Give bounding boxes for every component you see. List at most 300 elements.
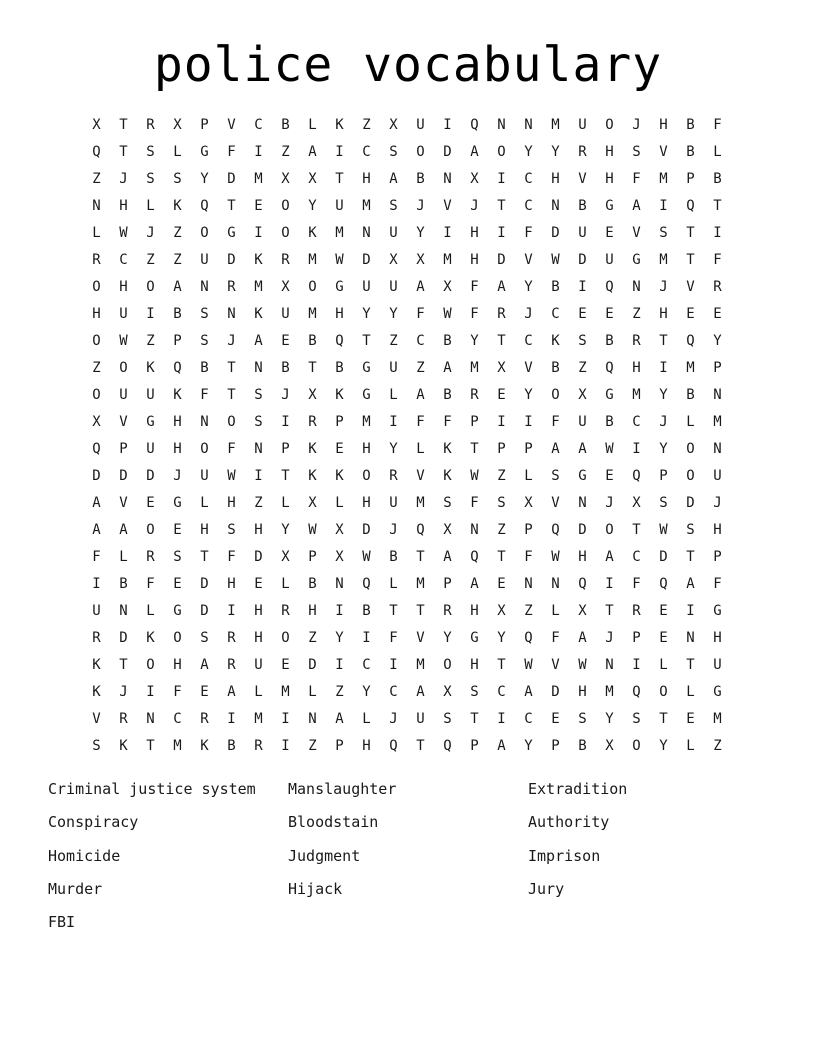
grid-letter: X <box>524 495 533 511</box>
grid-letter: G <box>146 414 155 430</box>
grid-letter: C <box>524 198 533 214</box>
grid-letter: P <box>659 468 668 484</box>
grid-letter: E <box>659 603 668 619</box>
grid-letter: L <box>659 657 668 673</box>
grid-letter: G <box>200 144 209 160</box>
grid-letter: H <box>308 603 317 619</box>
grid-letter: W <box>524 657 533 673</box>
grid-letter: Y <box>416 225 425 241</box>
grid-letter: V <box>119 414 128 430</box>
grid-letter: L <box>362 711 371 727</box>
grid-letter: Y <box>659 441 668 457</box>
grid-letter: Y <box>308 198 317 214</box>
grid-letter: N <box>200 414 209 430</box>
grid-letter: V <box>551 657 560 673</box>
grid-letter: T <box>227 360 236 376</box>
grid-letter: Y <box>659 387 668 403</box>
grid-letter: O <box>632 738 641 754</box>
grid-letter: Q <box>524 630 533 646</box>
grid-letter: T <box>227 387 236 403</box>
grid-letter: K <box>335 468 344 484</box>
grid-letter: J <box>119 171 128 187</box>
grid-letter: J <box>227 333 236 349</box>
grid-letter: U <box>200 252 209 268</box>
grid-letter: T <box>200 549 209 565</box>
grid-letter: G <box>605 387 614 403</box>
grid-letter: E <box>200 684 209 700</box>
grid-letter: H <box>254 603 263 619</box>
grid-letter: T <box>281 468 290 484</box>
grid-letter: Z <box>146 333 155 349</box>
grid-letter: M <box>659 171 668 187</box>
grid-letter: S <box>470 684 479 700</box>
grid-letter: P <box>470 414 479 430</box>
grid-letter: R <box>200 711 209 727</box>
grid-letter: X <box>605 738 614 754</box>
grid-letter: N <box>308 711 317 727</box>
grid-letter: B <box>119 576 128 592</box>
grid-letter: F <box>146 576 155 592</box>
grid-letter: C <box>524 171 533 187</box>
word-list-item: Imprison <box>528 846 601 865</box>
grid-letter: L <box>389 576 398 592</box>
grid-letter: X <box>443 522 452 538</box>
grid-letter: E <box>497 387 506 403</box>
grid-letter: A <box>578 630 587 646</box>
grid-letter: D <box>362 522 371 538</box>
grid-letter: R <box>632 333 641 349</box>
grid-letter: X <box>308 495 317 511</box>
grid-letter: B <box>227 738 236 754</box>
grid-letter: S <box>254 387 263 403</box>
grid-letter: U <box>389 495 398 511</box>
grid-letter: T <box>686 549 695 565</box>
grid-letter: H <box>713 522 722 538</box>
grid-letter: D <box>227 252 236 268</box>
grid-letter: C <box>173 711 182 727</box>
grid-letter: P <box>524 441 533 457</box>
grid-letter: X <box>92 414 101 430</box>
grid-letter: X <box>497 603 506 619</box>
grid-letter: E <box>335 441 344 457</box>
grid-letter: K <box>92 684 101 700</box>
grid-letter: C <box>416 333 425 349</box>
grid-letter: J <box>659 414 668 430</box>
grid-row <box>83 328 731 355</box>
grid-letter: M <box>254 711 263 727</box>
grid-letter: K <box>146 360 155 376</box>
grid-letter: H <box>362 738 371 754</box>
grid-letter: W <box>605 441 614 457</box>
grid-letter: P <box>686 171 695 187</box>
grid-letter: J <box>470 198 479 214</box>
grid-letter: K <box>173 387 182 403</box>
grid-letter: F <box>470 306 479 322</box>
grid-letter: N <box>551 576 560 592</box>
grid-letter: R <box>578 144 587 160</box>
grid-letter: S <box>389 144 398 160</box>
grid-row <box>83 247 731 274</box>
grid-letter: B <box>173 306 182 322</box>
grid-letter: V <box>92 711 101 727</box>
grid-letter: B <box>605 333 614 349</box>
grid-letter: U <box>362 279 371 295</box>
grid-letter: J <box>713 495 722 511</box>
grid-letter: H <box>92 306 101 322</box>
grid-letter: O <box>659 684 668 700</box>
grid-letter: I <box>146 306 155 322</box>
grid-letter: O <box>281 198 290 214</box>
grid-letter: V <box>551 495 560 511</box>
grid-letter: F <box>443 414 452 430</box>
grid-letter: X <box>173 117 182 133</box>
grid-letter: F <box>389 630 398 646</box>
grid-letter: N <box>200 279 209 295</box>
word-list-item: FBI <box>48 913 76 932</box>
grid-letter: F <box>92 549 101 565</box>
grid-letter: H <box>173 414 182 430</box>
grid-letter: P <box>335 738 344 754</box>
grid-letter: O <box>146 522 155 538</box>
grid-letter: F <box>173 684 182 700</box>
grid-letter: U <box>146 387 155 403</box>
grid-letter: U <box>713 657 722 673</box>
grid-letter: U <box>713 468 722 484</box>
grid-letter: H <box>200 522 209 538</box>
grid-letter: I <box>605 576 614 592</box>
grid-letter: Q <box>659 576 668 592</box>
grid-letter: T <box>497 657 506 673</box>
grid-letter: N <box>713 441 722 457</box>
grid-letter: D <box>578 522 587 538</box>
grid-letter: N <box>362 225 371 241</box>
grid-row <box>83 463 731 490</box>
grid-letter: F <box>524 225 533 241</box>
grid-letter: H <box>254 630 263 646</box>
grid-letter: B <box>551 360 560 376</box>
grid-letter: Q <box>92 144 101 160</box>
grid-letter: Q <box>389 738 398 754</box>
grid-letter: V <box>524 252 533 268</box>
grid-letter: F <box>227 441 236 457</box>
grid-letter: Z <box>173 252 182 268</box>
grid-letter: U <box>254 657 263 673</box>
grid-letter: U <box>578 225 587 241</box>
grid-letter: L <box>200 495 209 511</box>
grid-letter: I <box>686 603 695 619</box>
grid-letter: N <box>227 306 236 322</box>
grid-letter: T <box>470 441 479 457</box>
grid-letter: E <box>686 711 695 727</box>
grid-letter: V <box>659 144 668 160</box>
grid-letter: T <box>686 252 695 268</box>
grid-letter: M <box>686 360 695 376</box>
grid-letter: G <box>470 630 479 646</box>
grid-letter: B <box>713 171 722 187</box>
grid-letter: N <box>551 198 560 214</box>
grid-letter: I <box>497 711 506 727</box>
grid-letter: E <box>497 576 506 592</box>
grid-letter: D <box>497 252 506 268</box>
grid-letter: C <box>362 144 371 160</box>
grid-letter: A <box>443 549 452 565</box>
grid-letter: B <box>308 333 317 349</box>
grid-letter: E <box>659 630 668 646</box>
grid-letter: N <box>443 171 452 187</box>
grid-letter: H <box>605 144 614 160</box>
grid-letter: L <box>551 603 560 619</box>
grid-letter: T <box>416 603 425 619</box>
word-list-item: Extradition <box>528 780 628 798</box>
grid-letter: M <box>713 711 722 727</box>
grid-letter: I <box>335 603 344 619</box>
grid-letter: K <box>308 468 317 484</box>
grid-letter: H <box>362 171 371 187</box>
grid-letter: L <box>335 495 344 511</box>
grid-letter: T <box>119 657 128 673</box>
grid-letter: M <box>254 279 263 295</box>
grid-letter: T <box>713 198 722 214</box>
grid-letter: I <box>659 198 668 214</box>
grid-letter: V <box>524 360 533 376</box>
grid-letter: T <box>497 198 506 214</box>
grid-letter: X <box>92 117 101 133</box>
grid-letter: O <box>200 441 209 457</box>
grid-letter: J <box>173 468 182 484</box>
grid-letter: H <box>119 279 128 295</box>
grid-letter: Y <box>659 738 668 754</box>
grid-row <box>83 652 731 679</box>
grid-letter: B <box>335 360 344 376</box>
grid-letter: I <box>443 117 452 133</box>
grid-letter: K <box>551 333 560 349</box>
grid-letter: A <box>92 495 101 511</box>
grid-letter: J <box>119 684 128 700</box>
grid-letter: K <box>254 306 263 322</box>
grid-letter: L <box>686 738 695 754</box>
grid-letter: D <box>659 549 668 565</box>
grid-letter: J <box>389 711 398 727</box>
grid-letter: I <box>497 171 506 187</box>
grid-letter: U <box>605 252 614 268</box>
grid-letter: S <box>173 549 182 565</box>
grid-letter: H <box>470 657 479 673</box>
grid-letter: B <box>686 387 695 403</box>
grid-letter: I <box>281 711 290 727</box>
grid-letter: L <box>254 684 263 700</box>
grid-letter: L <box>686 414 695 430</box>
grid-letter: S <box>659 225 668 241</box>
grid-letter: P <box>308 549 317 565</box>
grid-letter: K <box>173 198 182 214</box>
grid-letter: B <box>578 738 587 754</box>
grid-letter: T <box>470 711 479 727</box>
grid-letter: D <box>200 576 209 592</box>
grid-letter: G <box>578 468 587 484</box>
grid-letter: U <box>92 603 101 619</box>
grid-letter: H <box>173 441 182 457</box>
grid-letter: W <box>578 657 587 673</box>
grid-letter: Z <box>497 468 506 484</box>
grid-letter: M <box>605 684 614 700</box>
grid-letter: A <box>200 657 209 673</box>
grid-letter: F <box>524 549 533 565</box>
grid-letter: L <box>119 549 128 565</box>
grid-letter: U <box>389 279 398 295</box>
grid-letter: H <box>470 252 479 268</box>
grid-letter: F <box>470 495 479 511</box>
grid-letter: Q <box>443 738 452 754</box>
grid-letter: K <box>308 225 317 241</box>
grid-letter: V <box>578 171 587 187</box>
grid-letter: Q <box>605 279 614 295</box>
grid-letter: C <box>497 684 506 700</box>
grid-letter: A <box>92 522 101 538</box>
grid-letter: R <box>146 117 155 133</box>
grid-row <box>83 274 731 301</box>
word-list <box>48 776 768 942</box>
grid-row <box>83 490 731 517</box>
grid-letter: I <box>281 738 290 754</box>
grid-letter: P <box>524 522 533 538</box>
grid-letter: O <box>281 225 290 241</box>
grid-letter: X <box>389 252 398 268</box>
grid-letter: U <box>389 225 398 241</box>
grid-letter: X <box>281 279 290 295</box>
grid-letter: O <box>92 387 101 403</box>
grid-letter: P <box>335 414 344 430</box>
grid-letter: W <box>119 225 128 241</box>
grid-letter: O <box>686 468 695 484</box>
grid-letter: A <box>443 360 452 376</box>
grid-letter: D <box>119 630 128 646</box>
grid-letter: U <box>335 198 344 214</box>
grid-letter: H <box>659 306 668 322</box>
grid-letter: G <box>173 603 182 619</box>
grid-letter: Z <box>362 117 371 133</box>
grid-letter: D <box>254 549 263 565</box>
grid-letter: B <box>281 117 290 133</box>
grid-letter: E <box>254 198 263 214</box>
grid-letter: J <box>416 198 425 214</box>
grid-letter: W <box>470 468 479 484</box>
grid-letter: Z <box>713 738 722 754</box>
grid-letter: U <box>146 441 155 457</box>
grid-letter: T <box>146 738 155 754</box>
word-list-item: Authority <box>528 813 610 832</box>
grid-letter: O <box>497 144 506 160</box>
grid-letter: T <box>227 198 236 214</box>
grid-letter: E <box>605 468 614 484</box>
grid-letter: D <box>551 225 560 241</box>
grid-letter: D <box>578 252 587 268</box>
grid-letter: Z <box>497 522 506 538</box>
grid-letter: L <box>686 684 695 700</box>
grid-letter: A <box>551 441 560 457</box>
grid-letter: M <box>416 657 425 673</box>
grid-letter: Z <box>146 252 155 268</box>
grid-letter: U <box>578 414 587 430</box>
grid-letter: L <box>281 495 290 511</box>
grid-letter: Y <box>362 684 371 700</box>
grid-row <box>83 598 731 625</box>
grid-letter: K <box>200 738 209 754</box>
grid-row <box>83 733 731 760</box>
grid-letter: Z <box>308 630 317 646</box>
grid-letter: V <box>119 495 128 511</box>
grid-letter: Q <box>92 441 101 457</box>
grid-letter: M <box>713 414 722 430</box>
grid-letter: S <box>443 711 452 727</box>
grid-letter: M <box>254 171 263 187</box>
grid-letter: V <box>443 198 452 214</box>
grid-letter: S <box>659 495 668 511</box>
grid-letter: M <box>308 306 317 322</box>
grid-letter: U <box>578 117 587 133</box>
grid-letter: D <box>686 495 695 511</box>
grid-letter: Q <box>605 360 614 376</box>
grid-letter: Z <box>578 360 587 376</box>
grid-letter: C <box>551 306 560 322</box>
grid-letter: Q <box>578 576 587 592</box>
grid-letter: A <box>632 198 641 214</box>
grid-letter: A <box>497 738 506 754</box>
grid-letter: C <box>632 414 641 430</box>
grid-letter: O <box>200 225 209 241</box>
grid-letter: O <box>146 279 155 295</box>
grid-letter: R <box>146 549 155 565</box>
grid-letter: E <box>281 333 290 349</box>
grid-letter: M <box>335 225 344 241</box>
grid-letter: T <box>362 333 371 349</box>
grid-letter: Z <box>308 738 317 754</box>
grid-letter: S <box>578 711 587 727</box>
grid-letter: N <box>119 603 128 619</box>
grid-letter: H <box>362 441 371 457</box>
grid-letter: C <box>254 117 263 133</box>
grid-letter: Q <box>173 360 182 376</box>
grid-letter: N <box>146 711 155 727</box>
grid-letter: A <box>470 576 479 592</box>
grid-letter: Q <box>632 684 641 700</box>
grid-letter: C <box>524 711 533 727</box>
grid-letter: L <box>146 198 155 214</box>
grid-letter: N <box>578 495 587 511</box>
grid-letter: D <box>119 468 128 484</box>
grid-letter: P <box>551 738 560 754</box>
grid-letter: T <box>335 171 344 187</box>
grid-letter: G <box>605 198 614 214</box>
grid-letter: K <box>92 657 101 673</box>
grid-letter: Q <box>362 576 371 592</box>
grid-letter: C <box>632 549 641 565</box>
grid-letter: X <box>308 387 317 403</box>
grid-letter: F <box>713 576 722 592</box>
grid-letter: T <box>659 333 668 349</box>
grid-letter: E <box>173 576 182 592</box>
grid-letter: X <box>335 522 344 538</box>
grid-letter: Z <box>335 684 344 700</box>
grid-letter: J <box>632 117 641 133</box>
grid-letter: O <box>551 387 560 403</box>
grid-letter: T <box>119 117 128 133</box>
grid-letter: R <box>119 711 128 727</box>
word-list-item: Conspiracy <box>48 813 139 832</box>
grid-letter: N <box>470 522 479 538</box>
grid-row <box>83 544 731 571</box>
grid-letter: W <box>119 333 128 349</box>
word-list-item: Murder <box>48 879 103 898</box>
